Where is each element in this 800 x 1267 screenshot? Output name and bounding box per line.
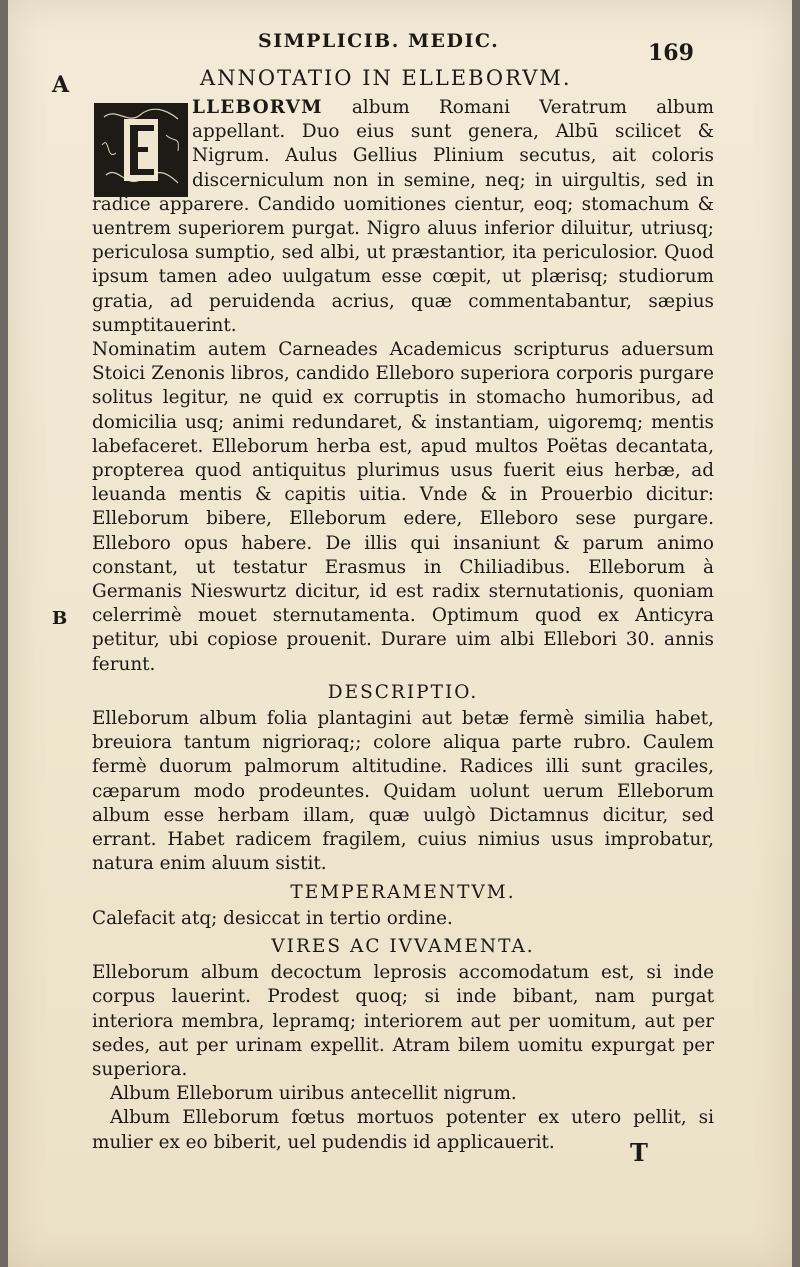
heading-vires: VIRES AC IVVAMENTA. (271, 935, 535, 957)
margin-letter-b: B (52, 608, 68, 629)
paragraph-text: album Romani Veratrum album appellant. Duo eius sunt genera, Albū scilicet & Nigrum. Aulus Gellius Plinium secutus, ait coloris discerniculum non in semine, neq; in uirgultis, sed in radice apparere. Candido uomitiones cientur, eoq; stomachum & uentrem superiorem purgat. Nigro aluus inferior diluitur, utriusq; periculosa sumptio, sed albi, ut præstantior, ita periculosior. Quod ipsum tamen adeo uulgatum esse cœpit, ut plærisq; studiorum gratia, ad peruidenda acrius, quæ commentabantur, sæpius sumptitauerint. (92, 97, 714, 336)
heading-temperamentum: TEMPERAMENTVM. (290, 881, 516, 903)
article-body (92, 96, 714, 1155)
paragraph-carneades: Nominatim autem Carneades Academicus scripturus aduersum Stoici Zenonis libros, candido Elleboro superiora corporis purgare solitus legitur, ne quid ex corruptis in stomacho humoribus, ad domicilia usq; animi redundaret, & instantiam, uigoremq; mentis labefaceret. Elleborum herba est, apud multos Poëtas decantata, propterea quod antiquitus plurimus usus fuerit eius herbæ, ad leuanda mentis & capitis uitia. Vnde & in Prouerbio dicitur: Elleborum bibere, Elleborum edere, Elleboro sese purgare. Elleboro opus habere. De illis qui insaniunt & parum animo constant, ut testatur Erasmus in Chiliadibus. Elleborum à Germanis Nieswurtz dicitur, id est radix sternutationis, quoniam celerrimè mouet sternutamenta. Optimum quod ex Anticyra petitur, ubi copiose prouenit. Durare uim albi Ellebori 30. annis ferunt. (92, 339, 714, 675)
running-head: SIMPLICIB. MEDIC. (258, 30, 500, 52)
paragraph-album-nigrum: Album Elleborum uiribus antecellit nigrum. (110, 1083, 517, 1105)
book-page (8, 0, 792, 1267)
margin-letter-a: A (52, 72, 70, 98)
paragraph-foetus: Album Elleborum fœtus mortuos potenter ex utero pellit, si mulier ex eo biberit, uel pudendis id applicauerit. (92, 1107, 714, 1153)
lead-word: LLEBORVM (192, 97, 323, 118)
article-title: ANNOTATIO IN ELLEBORVM. (200, 66, 572, 90)
page-number: 169 (648, 40, 694, 66)
paragraph-vires: Elleborum album decoctum leprosis accomodatum est, si inde corpus lauerint. Prodest quoq; si inde bibant, nam purgat interiora membra, lepramq; interiorem aut per uomitum, aut per sedes, aut per urinam expellit. Atram bilem uomitu expurgat per superiora. (92, 962, 714, 1080)
paragraph-temperamentum: Calefacit atq; desiccat in tertio ordine. (92, 907, 453, 929)
signature-mark: T (630, 1138, 648, 1167)
paragraph-descriptio: Elleborum album folia plantagini aut betæ fermè similia habet, breuiora tantum nigrioraq;; colore aliqua parte rubro. Caulem fermè duorum palmorum altitudine. Radices illi sunt graciles, cæparum modo prodeuntes. Quidam uolunt uerum Elleborum album esse herbam illam, quæ uulgò Dictamnus dicitur, sed errant. Habet radicem fragilem, cuius nimius usus improbatur, natura enim aluum sistit. (92, 708, 714, 875)
heading-descriptio: DESCRIPTIO. (327, 681, 479, 703)
paragraph-intro (92, 96, 714, 338)
